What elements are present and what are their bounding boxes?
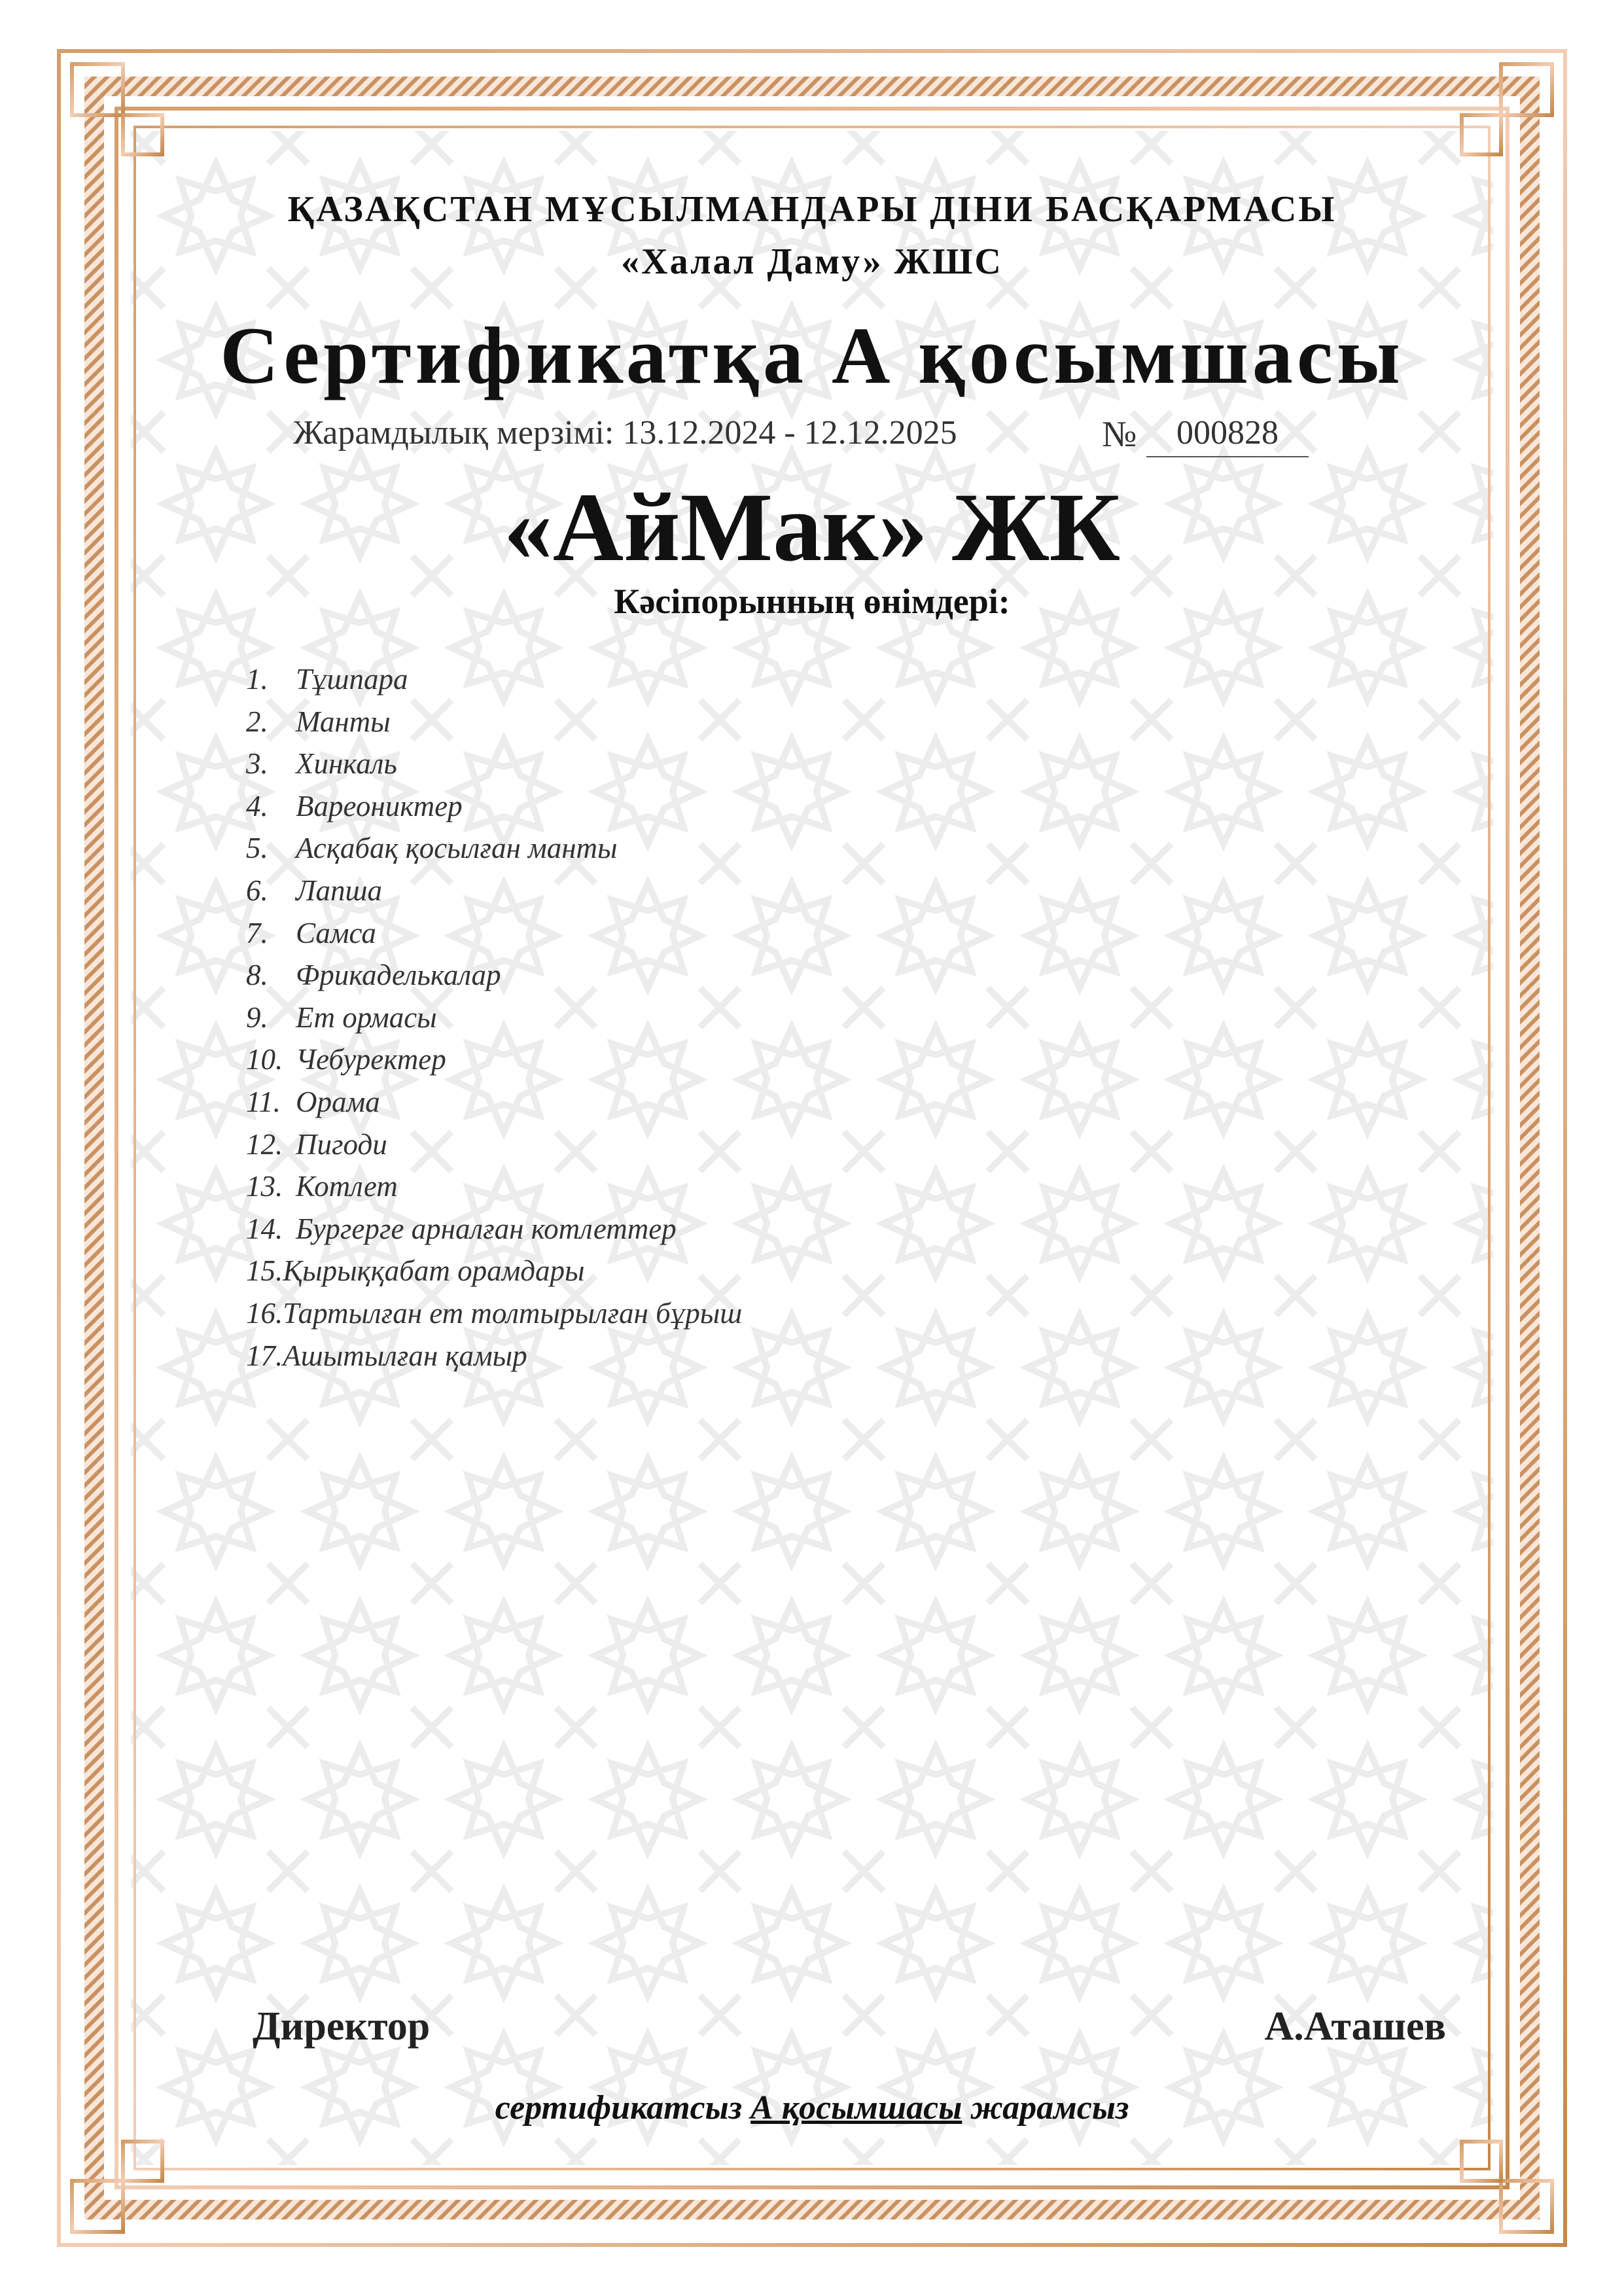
list-item: 11. Орама (246, 1085, 380, 1118)
list-item: 14. Бургерге арналған котлеттер (246, 1212, 677, 1245)
list-item: 5. Асқабақ қосылған манты (246, 832, 618, 865)
signatory-name: А.Аташев (1264, 2004, 1446, 2049)
validity-period: Жарамдылық мерзімі: 13.12.2024 - 12.12.2025 (293, 414, 957, 451)
list-item: 12. Пигоди (246, 1127, 387, 1161)
signatory-role: Директор (253, 2004, 431, 2049)
list-item: 16.Тартылған ет толтырылған бұрыш (246, 1296, 743, 1330)
list-item: 10. Чебуректер (246, 1043, 446, 1076)
certificate-number: 000828 (1146, 414, 1309, 457)
number-label: № (1102, 414, 1137, 455)
list-item: 17.Ашытылған қамыр (246, 1339, 527, 1372)
list-item: 3. Хинкаль (246, 747, 397, 781)
list-item: 15.Қырыққабат орамдары (246, 1254, 585, 1288)
list-item: 8. Фрикаделькалар (246, 959, 501, 992)
list-item: 2. Манты (246, 705, 391, 738)
list-item: 1. Тұшпара (246, 663, 408, 696)
list-item: 7. Самса (246, 916, 376, 949)
organization-name: ҚАЗАҚСТАН МҰСЫЛМАНДАРЫ ДІНИ БАСҚАРМАСЫ (287, 189, 1337, 230)
enterprise-name: «АйМак» ЖК (503, 473, 1121, 582)
product-list (246, 658, 742, 1377)
list-item: 4. Вареониктер (246, 789, 463, 822)
issuer-company: «Халал Даму» ЖШС (621, 241, 1003, 282)
products-heading: Кәсіпорынның өнімдері: (614, 582, 1010, 621)
list-item: 9. Ет ормасы (246, 1000, 437, 1034)
list-item: 13. Котлет (246, 1170, 398, 1203)
list-item: 6. Лапша (246, 874, 382, 907)
document-title: Сертификатқа А қосымшасы (220, 311, 1404, 400)
validity-note: сертификатсыз А қосымшасы жарамсыз (495, 2089, 1129, 2127)
